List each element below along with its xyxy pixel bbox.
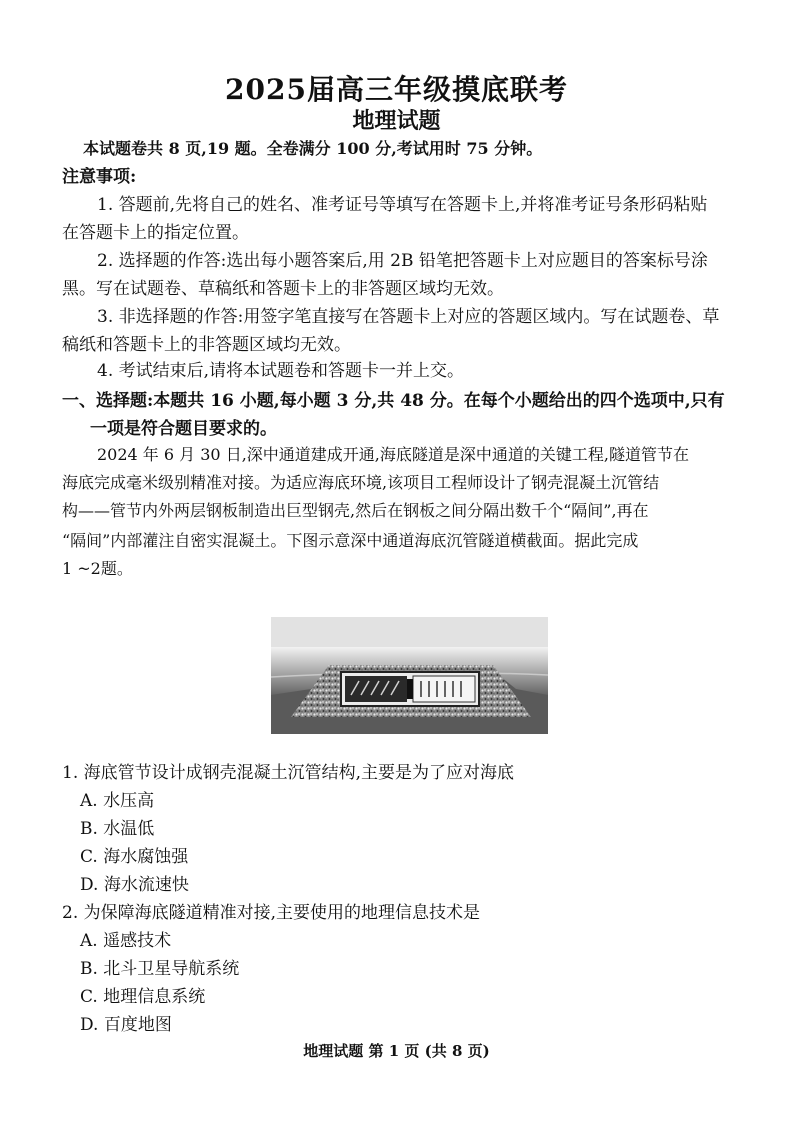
notes-line: 1. 答题前,先将自己的姓名、准考证号等填写在答题卡上,并将准考证号条形码粘贴: [97, 195, 708, 215]
question-1-option-a: A. 水压高: [80, 791, 155, 811]
passage-line: 海底完成毫米级别精准对接。为适应海底环境,该项目工程师设计了钢壳混凝土沉管结: [62, 473, 660, 492]
question-2-option-d: D. 百度地图: [80, 1015, 172, 1035]
passage-line: 构——管节内外两层钢板制造出巨型钢壳,然后在钢板之间分隔出数千个“隔间”,再在: [62, 501, 649, 520]
question-1-stem: 1. 海底管节设计成钢壳混凝土沉管结构,主要是为了应对海底: [62, 763, 515, 783]
passage-line: 2024 年 6 月 30 日,深中通道建成开通,海底隧道是深中通道的关键工程,隧道管节在: [97, 445, 689, 464]
notes-line: 在答题卡上的指定位置。: [62, 223, 249, 243]
notes-line: 3. 非选择题的作答:用签字笔直接写在答题卡上对应的答题区域内。写在试题卷、草: [97, 307, 720, 327]
tube-chamber-right: [413, 676, 475, 702]
exam-info: 本试题卷共 8 页,19 题。全卷满分 100 分,考试用时 75 分钟。: [83, 139, 543, 158]
notes-line: 黑。写在试题卷、草稿纸和答题卡上的非答题区域均无效。: [62, 279, 504, 299]
section-heading-cont: 一项是符合题目要求的。: [90, 419, 277, 439]
tunnel-cross-section-figure: [271, 617, 548, 734]
notes-line: 4. 考试结束后,请将本试题卷和答题卡一并上交。: [97, 361, 465, 381]
exam-subtitle: 地理试题: [352, 108, 441, 134]
notes-line: 2. 选择题的作答:选出每小题答案后,用 2B 铅笔把答题卡上对应题目的答案标号涂: [97, 251, 708, 271]
question-1-option-d: D. 海水流速快: [80, 875, 189, 895]
question-2-option-a: A. 遥感技术: [80, 931, 172, 951]
question-2-option-b: B. 北斗卫星导航系统: [80, 959, 240, 979]
question-1-option-c: C. 海水腐蚀强: [80, 847, 189, 867]
passage-line: “隔间”内部灌注自密实混凝土。下图示意深中通道海底沉管隧道横截面。据此完成: [62, 531, 639, 550]
exam-title: 2025届高三年级摸底联考: [225, 73, 568, 106]
notes-line: 稿纸和答题卡上的非答题区域均无效。: [62, 335, 351, 355]
notes-heading: 注意事项:: [62, 167, 137, 187]
question-2-option-c: C. 地理信息系统: [80, 987, 206, 1007]
question-1-option-b: B. 水温低: [80, 819, 155, 839]
section-heading: 一、选择题:本题共 16 小题,每小题 3 分,共 48 分。在每个小题给出的四个选项中,只有: [62, 391, 725, 411]
passage-line: 1 ~2题。: [62, 559, 133, 578]
page-footer: 地理试题 第 1 页 (共 8 页): [303, 1042, 490, 1060]
question-2-stem: 2. 为保障海底隧道精准对接,主要使用的地理信息技术是: [62, 903, 481, 923]
